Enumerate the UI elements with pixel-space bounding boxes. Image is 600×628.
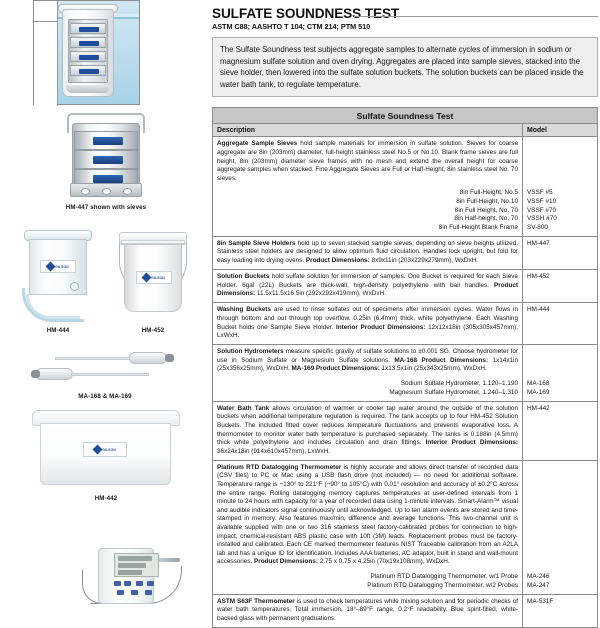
model-number: HM-452 <box>527 273 550 281</box>
product-description-text: Water Bath Tank allows circulation of warmer or cooler tap water around the outside of the solution buckets when additional temperature regulation is required. The tank accepts up to four HM-452 Solution Buckets. The included fitted cover reduces temperature fluctuations and prevents evaporative loss. A thermometer to monitor water bath temperature is purchased separately. The tanks is 0.188in (4.5mm) thick white polyethylene and includes circulation and drain fittings. Interior Product Dimensions: 36x24x18in (914x610x457mm), LxWxH. <box>217 404 518 455</box>
thermometer-body <box>98 548 154 604</box>
brand-logo <box>136 271 172 284</box>
base-hole-3 <box>123 188 132 195</box>
column-header-description: Description <box>217 126 255 134</box>
tank-body <box>40 423 171 485</box>
diamond-icon <box>93 445 103 455</box>
model-number: HM-444 <box>527 306 550 314</box>
model-cell <box>522 345 597 400</box>
brand-logo <box>83 442 127 457</box>
sieve-3 <box>70 51 106 62</box>
figure-washing-bucket <box>22 230 94 334</box>
variant-label: Magnesium Sulfate Hydrometer, 1.240–1.310 <box>389 388 518 396</box>
variant-label: Sodium Sulfate Hydrometer, 1.120–1.190 <box>400 380 518 388</box>
model-cell <box>522 303 597 344</box>
table-row <box>213 402 597 461</box>
hydrometer-ma169 <box>35 368 155 381</box>
product-description-cell <box>213 345 522 400</box>
variant-label: 8in Full-Height, No.10 <box>456 197 518 205</box>
product-description-text: ASTM S63F Thermometer is used to check temperatures while mixing solution and for periodic checks of water bath temperatures. Total immersion, 18°–89°F range, 0.2°F readability. Blue spirit-filled, white-backed glass with permanent graduations. <box>217 597 518 622</box>
stacked-sieve-2 <box>74 150 138 169</box>
model-cell <box>522 137 597 235</box>
stacked-sieve-1 <box>74 131 138 150</box>
model-number: HM-447 <box>527 239 550 247</box>
model-cell <box>522 461 597 594</box>
sieve-4 <box>70 65 106 76</box>
button-7[interactable] <box>145 590 152 595</box>
figure-caption-washing-bucket: HM-444 <box>46 327 70 334</box>
sieve-label-3 <box>79 55 99 60</box>
table-row <box>213 237 597 270</box>
figure-column <box>0 0 210 600</box>
sieve-label-2 <box>79 41 99 46</box>
product-description-cell <box>213 402 522 460</box>
product-description-text: Washing Buckets are used to rinse sulfates out of specimens after immersion cycles. Water flows in through bottom and out through top overflow. 0.25in (6.4mm) thick, white polyethylene. Each Washing Bucket holds one Sample Sieve Holder. Interior Product Dimensions: 12x12x18in (305x305x457mm), LxWxH. <box>217 306 519 340</box>
figure-hydrometers <box>30 350 180 400</box>
content-column <box>212 0 600 628</box>
sieve-tag-1 <box>93 137 123 145</box>
button-5[interactable] <box>117 590 124 595</box>
page-title-block <box>212 0 600 31</box>
tank-wall-edge <box>34 21 58 22</box>
figure-rtd-thermometer <box>88 548 168 604</box>
figure-caption-solution-bucket: HM-452 <box>141 327 165 334</box>
product-description-text: 8in Sample Sieve Holders hold up to seven stacked sample sieves, depending on sieve heights utilized. Stainless steel holders are designed to allow optimum fluid circulation. Handles lock upright, but fold for easy loading into drying ovens. Product Dimensions: 8x9x11in (203x229x279mm), WxDxH. <box>217 239 519 264</box>
holder-base <box>70 183 142 197</box>
sieve-2 <box>70 37 106 48</box>
title-rule <box>354 16 598 17</box>
product-description-text: Solution Hydrometers measure specific gravity of sulfate solutions to ±0.001 SG. Choose hydrometer for use in Sodium Sulfate or Magnesium Sulfate solutions. MA-168 Product Dimensions: 1x14x1in (25x356x25mm), WxDxH. MA-169 Product Dimensions: 1x13.5x1in (25x343x25mm), WxDxH. <box>217 348 518 373</box>
hydrometers-image <box>30 350 180 390</box>
variant-label: 8in Full-Height, No.5 <box>459 189 518 197</box>
model-number: MA-247 <box>527 581 550 589</box>
washing-bucket-image <box>22 230 94 324</box>
intro-text: The Sulfate Soundness test subjects aggregate samples to alternate cycles of immersion in sodium or magnesium sulfate solution and oven drying. Aggregates are placed into sample sieves, stacked into the sieve holder, then lowered into the sulfate solution buckets. The solution buckets can be placed inside the water bath tank, to regulate temperature. <box>220 45 584 89</box>
product-description-cell <box>213 461 522 594</box>
figure-cutaway-illustration <box>33 0 140 108</box>
brand-logo-text: GILSON <box>55 264 69 269</box>
table-row <box>213 137 597 236</box>
product-description-cell <box>213 303 522 344</box>
product-description-text: Platinum RTD Datalogging Thermometer is highly accurate and allows direct transfer of recorded data (CSV files) to PC or Mac using a USB flash drive (not included) — no need for additional software. Temperature range is −130° to 221°F (−90° to 105°C) with 0.01° resolution and accuracy of ±0.2°C across the entire range. Rolling datalogging memory captures temperatures at user-defined intervals from 1 minute to 24 hours with capacity for a year of recorded data using 1-minute intervals. Smart-Alarm™ visual and audible indicators signal continuously until acknowledged. Up to ten alarm events are stored and time-stamped in memory. Also features max/min, difference and average functions. This two-channel unit is available supplied with one or two 316 stainless steel factory-calibrated probes for connection to high-impact, chemical-resistant ABS plastic case with 10ft (3M) leads. Replacement probes must be factory-installed and calibrated. Each CE marked thermometer features NIST Traceable calibration from an A2LA lab and has a unique ID for identification. Includes AAA batteries, AC adaptor, built in stand and wall-mount accessories. Product Dimensions: 2.75 x 0.75 x 4.25in (70x19x108mm), WxDxH. <box>217 463 518 566</box>
cutaway-illustration <box>33 0 140 105</box>
sieve-label-1 <box>79 27 99 32</box>
table-row <box>213 595 597 627</box>
model-number: VSSF #10 <box>527 197 557 205</box>
tank-wall <box>34 1 58 106</box>
bucket-base <box>66 85 110 93</box>
hydrometer-stem <box>71 373 149 376</box>
table-header-row <box>213 124 597 137</box>
model-cell <box>522 595 597 627</box>
table-title: Sulfate Soundness Test <box>213 107 597 124</box>
product-description-text: Solution Buckets hold sulfate solution for immersion of samples. One Bucket is required for each Sieve Holder. 6gal (22L) Buckets are thick-wall, high-density polyethylene with bail handles. Product Dimensions: 11.5x11.5x16.5in (292x292x419mm), WxDxH. <box>217 273 518 298</box>
column-header-model: Model <box>522 124 597 136</box>
variant-list <box>217 573 518 590</box>
intro-panel <box>212 37 598 97</box>
product-description-cell <box>213 595 522 627</box>
model-number: MA-246 <box>527 572 550 580</box>
hydrometer-tip <box>165 354 174 362</box>
table-row <box>213 345 597 401</box>
brand-logo <box>40 260 76 273</box>
sieve-tag-2 <box>93 156 123 164</box>
hydrometer-stem <box>55 357 133 360</box>
table-row <box>213 303 597 345</box>
hydrometer-bulb <box>35 368 73 380</box>
variant-list <box>217 380 518 397</box>
model-cell <box>522 237 597 269</box>
lcd-reading-2 <box>118 563 146 568</box>
sieve-label-4 <box>79 69 99 74</box>
sieve-1 <box>70 23 106 34</box>
button-3[interactable] <box>136 581 143 586</box>
button-4[interactable] <box>147 581 154 586</box>
table-row <box>213 461 597 595</box>
model-number: HM-442 <box>527 404 550 412</box>
base-hole-2 <box>102 188 111 195</box>
model-number: MA-169 <box>527 388 550 396</box>
lcd-display <box>114 553 159 577</box>
hydrometer-tip <box>31 370 40 378</box>
variant-label: 8in Full Height, No. 70 <box>454 206 518 214</box>
variant-label: Platinum RTD Datalogging Thermometer, w/1 Probe <box>370 572 518 580</box>
bucket-body <box>124 244 182 312</box>
figure-sieve-holder <box>63 113 149 211</box>
product-description-cell <box>213 270 522 302</box>
figure-caption-water-bath-tank: HM-442 <box>94 495 118 502</box>
hydrometer-ma168 <box>55 352 175 365</box>
model-number: MA-531F <box>527 597 554 605</box>
solution-bucket-image <box>115 232 191 324</box>
button-1[interactable] <box>114 581 121 586</box>
diamond-icon <box>142 273 152 283</box>
figure-caption-hydrometers: MA-168 & MA-169 <box>78 393 132 400</box>
page-title: SULFATE SOUNDNESS TEST <box>212 6 400 21</box>
product-description-text: Aggregate Sample Sieves hold sample materials for immersion in sulfate solution. Sieves for coarse aggregate are 8in (203mm) diameter, full-height stainless steel No.5 or No.10. Blank frame sieves are full height, 8in (203mm) diameter sieve frames with no mesh and extend the overall height for coarse aggregate samples when stacked. Fine Aggregate Sieves are Full or Half-Height, 8in stainless steel No. 70 sieves. <box>217 140 519 182</box>
table-body <box>213 137 597 627</box>
products-table <box>212 107 598 628</box>
model-number: SV-800 <box>527 223 548 231</box>
model-number: MA-168 <box>527 380 550 388</box>
lcd-reading-1 <box>118 556 152 561</box>
table-row <box>213 270 597 303</box>
model-cell <box>522 402 597 460</box>
figure-solution-bucket <box>115 232 191 334</box>
rtd-thermometer-image <box>88 548 193 604</box>
brand-logo-text: GILSON <box>151 275 165 280</box>
figure-water-bath-tank <box>30 410 182 502</box>
base-hole-1 <box>81 188 90 195</box>
button-2[interactable] <box>124 581 131 586</box>
lcd-reading-3 <box>118 570 142 575</box>
water-bath-tank-image <box>30 410 182 492</box>
variant-label: Platinum RTD Datalogging Thermometer, w/2 Probes <box>367 581 518 589</box>
model-number: VSSH #70 <box>527 215 557 223</box>
standards-line: ASTM C88; AASHTO T 104; CTM 214; PTM 510 <box>212 22 371 31</box>
brand-logo-text: GILSON <box>102 447 116 452</box>
product-description-cell <box>213 237 522 269</box>
model-number: VSSF #5 <box>527 189 553 197</box>
button-6[interactable] <box>131 590 138 595</box>
product-description-cell <box>213 137 522 235</box>
diamond-icon <box>46 262 56 272</box>
variant-list <box>217 189 518 232</box>
variant-label: 8in Full-Height Blank Frame <box>438 223 518 231</box>
sieve-tag-3 <box>93 175 123 183</box>
model-cell <box>522 270 597 302</box>
figure-caption-sieve-holder: HM-447 shown with sieves <box>65 204 147 211</box>
model-number: VSSF #70 <box>527 206 557 214</box>
sieve-holder-image <box>63 113 149 201</box>
variant-label: 8in Half-height, No. 70 <box>454 215 518 223</box>
hydrometer-bulb <box>129 352 167 364</box>
